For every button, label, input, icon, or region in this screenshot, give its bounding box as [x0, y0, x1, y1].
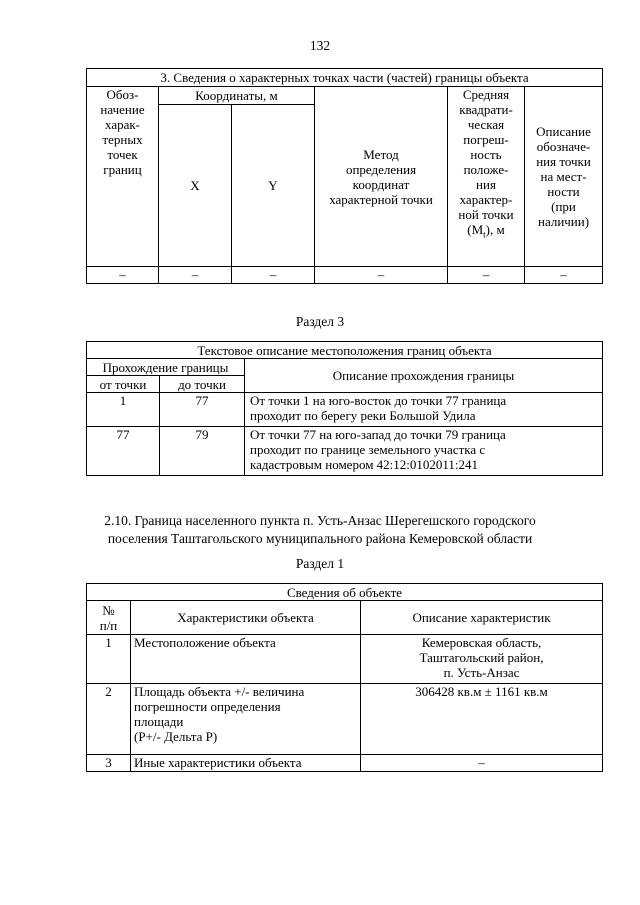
table-cell: От точки 77 на юго-запад до точки 79 граница проходит по границе земельного участка с кадастровым номером 42:12:0102011:241 [245, 427, 603, 476]
table-title-row [87, 584, 603, 601]
boundary-table-title: Текстовое описание местоположения границ объекта [87, 342, 603, 359]
table-cell: – [232, 267, 315, 284]
col-error-unit: ), м [485, 222, 505, 237]
col-method: Метод определения координат характерной точки [315, 87, 448, 267]
table-row [87, 684, 603, 755]
table-cell: 3 [87, 755, 131, 772]
table-cell: – [87, 267, 159, 284]
table-cell: 2 [87, 684, 131, 755]
object-info-table [86, 583, 603, 772]
table-cell: 79 [160, 427, 245, 476]
table-header-row [87, 87, 603, 105]
table-cell: – [159, 267, 232, 284]
table-cell: Местоположение объекта [131, 635, 361, 684]
col-error [448, 87, 525, 267]
table-cell: Иные характеристики объекта [131, 755, 361, 772]
col-x: X [159, 105, 232, 267]
table-cell: От точки 1 на юго-восток до точки 77 граница проходит по берегу реки Большой Удила [245, 393, 603, 427]
boundary-description-table [86, 341, 603, 476]
table-title-row [87, 69, 603, 87]
table-row [87, 635, 603, 684]
col-designation: Обоз- начение харак- терных точек границ [87, 87, 159, 267]
table-row [87, 427, 603, 476]
table-row [87, 755, 603, 772]
col-passage-description: Описание прохождения границы [245, 359, 603, 393]
table-cell: – [448, 267, 525, 284]
col-boundary-passage: Прохождение границы [87, 359, 245, 376]
col-number: № п/п [87, 601, 131, 635]
object-table-title: Сведения об объекте [87, 584, 603, 601]
table-title-row [87, 342, 603, 359]
table-row [87, 267, 603, 284]
col-coordinates: Координаты, м [159, 87, 315, 105]
table-cell: – [315, 267, 448, 284]
table-cell: – [361, 755, 603, 772]
table-row [87, 393, 603, 427]
col-error-subscript: t [483, 229, 486, 240]
table-cell: Площадь объекта +/- величина погрешности определения площади (Р+/- Дельта Р) [131, 684, 361, 755]
table-cell: 1 [87, 635, 131, 684]
table-cell: 77 [87, 427, 160, 476]
section-3-heading: Раздел 3 [295, 314, 345, 329]
table-cell: 77 [160, 393, 245, 427]
section-paragraph: 2.10. Граница населенного пункта п. Усть-Анзас Шерегешского городского поселения Таштагольского муниципального района Кемеровской области [104, 513, 536, 546]
page-number: 132 [309, 38, 331, 53]
table-header-row [87, 601, 603, 635]
points-table [86, 68, 603, 284]
col-y: Y [232, 105, 315, 267]
col-from-point: от точки [87, 376, 160, 393]
table-cell: 1 [87, 393, 160, 427]
points-table-title: 3. Сведения о характерных точках части (частей) границы объекта [87, 69, 603, 87]
col-point-description: Описание обозначе- ния точки на мест- ности (при наличии) [525, 87, 603, 267]
table-header-row [87, 359, 603, 376]
table-cell: Кемеровская область, Таштагольский район, п. Усть-Анзас [361, 635, 603, 684]
section-1-heading: Раздел 1 [295, 556, 345, 571]
table-cell: – [525, 267, 603, 284]
table-cell: 306428 кв.м ± 1161 кв.м [361, 684, 603, 755]
col-to-point: до точки [160, 376, 245, 393]
col-characteristic: Характеристики объекта [131, 601, 361, 635]
col-error-text: Средняя квадрати- ческая погреш- ность положе- ния характер- ной точки (M [458, 87, 514, 237]
col-characteristic-description: Описание характеристик [361, 601, 603, 635]
